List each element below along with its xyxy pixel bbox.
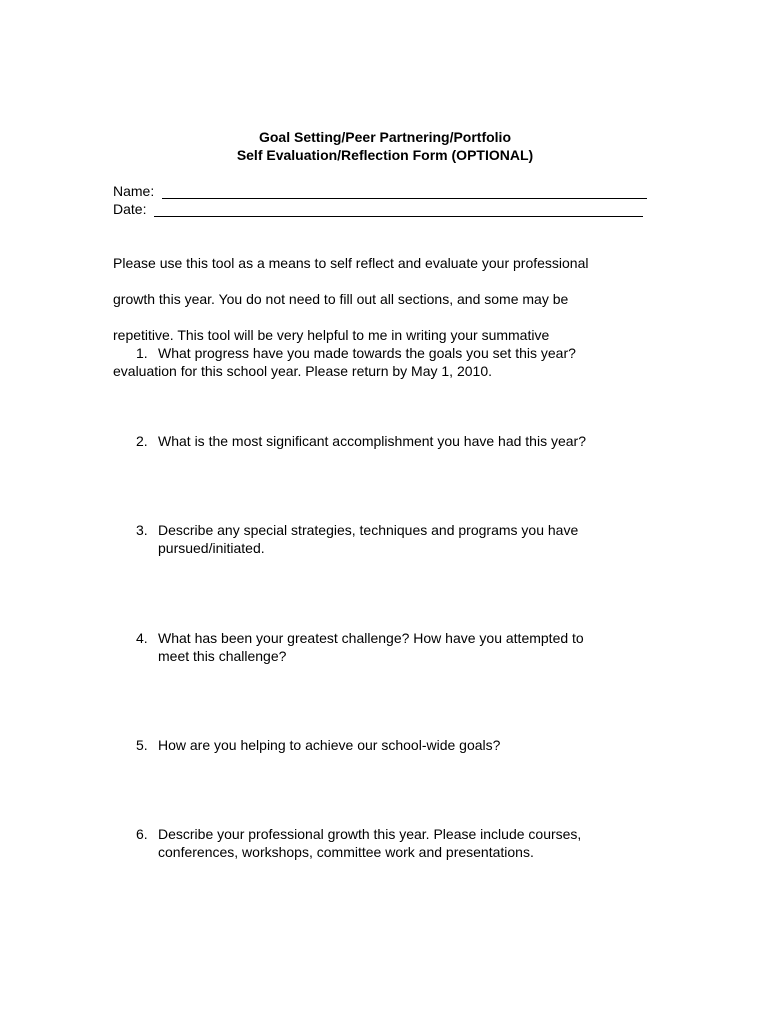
question-number: 4. bbox=[136, 630, 148, 646]
date-label: Date: bbox=[113, 201, 147, 217]
question-line: meet this challenge? bbox=[158, 648, 287, 664]
question-line: Describe your professional growth this year. Please include courses, bbox=[158, 826, 582, 842]
question-number: 1. bbox=[136, 345, 148, 361]
instructions-paragraph bbox=[113, 236, 643, 398]
instructions-line: Please use this tool as a means to self reflect and evaluate your professional bbox=[113, 255, 589, 271]
instructions-line: repetitive. This tool will be very helpful to me in writing your summative bbox=[113, 327, 550, 343]
question-line: Describe any special strategies, techniques and programs you have bbox=[158, 522, 579, 538]
instructions-line: growth this year. You do not need to fill out all sections, and some may be bbox=[113, 291, 569, 307]
question-text bbox=[158, 736, 638, 754]
question-line: conferences, workshops, committee work and presentations. bbox=[158, 844, 534, 860]
question-number: 3. bbox=[136, 522, 148, 538]
question-text bbox=[158, 521, 638, 557]
form-title: Goal Setting/Peer Partnering/Portfolio bbox=[258, 129, 512, 145]
question-line: What progress have you made towards the goals you set this year? bbox=[158, 345, 576, 361]
form-subtitle: Self Evaluation/Reflection Form (OPTIONAL) bbox=[236, 147, 534, 163]
question-number: 6. bbox=[136, 826, 148, 842]
question-line: How are you helping to achieve our school-wide goals? bbox=[158, 737, 501, 753]
question-text bbox=[158, 344, 638, 362]
question-line: What is the most significant accomplishment you have had this year? bbox=[158, 433, 586, 449]
question-text bbox=[158, 629, 638, 665]
question-line: pursued/initiated. bbox=[158, 540, 265, 556]
name-field-row bbox=[113, 182, 647, 200]
date-field[interactable] bbox=[154, 202, 643, 217]
name-field[interactable] bbox=[162, 184, 647, 199]
name-label: Name: bbox=[113, 183, 155, 199]
question-line: What has been your greatest challenge? How have you attempted to bbox=[158, 630, 584, 646]
question-text bbox=[158, 432, 638, 450]
instructions-line: evaluation for this school year. Please return by May 1, 2010. bbox=[113, 363, 492, 379]
question-text bbox=[158, 825, 638, 861]
question-number: 2. bbox=[136, 433, 148, 449]
question-number: 5. bbox=[136, 737, 148, 753]
date-field-row bbox=[113, 200, 643, 218]
